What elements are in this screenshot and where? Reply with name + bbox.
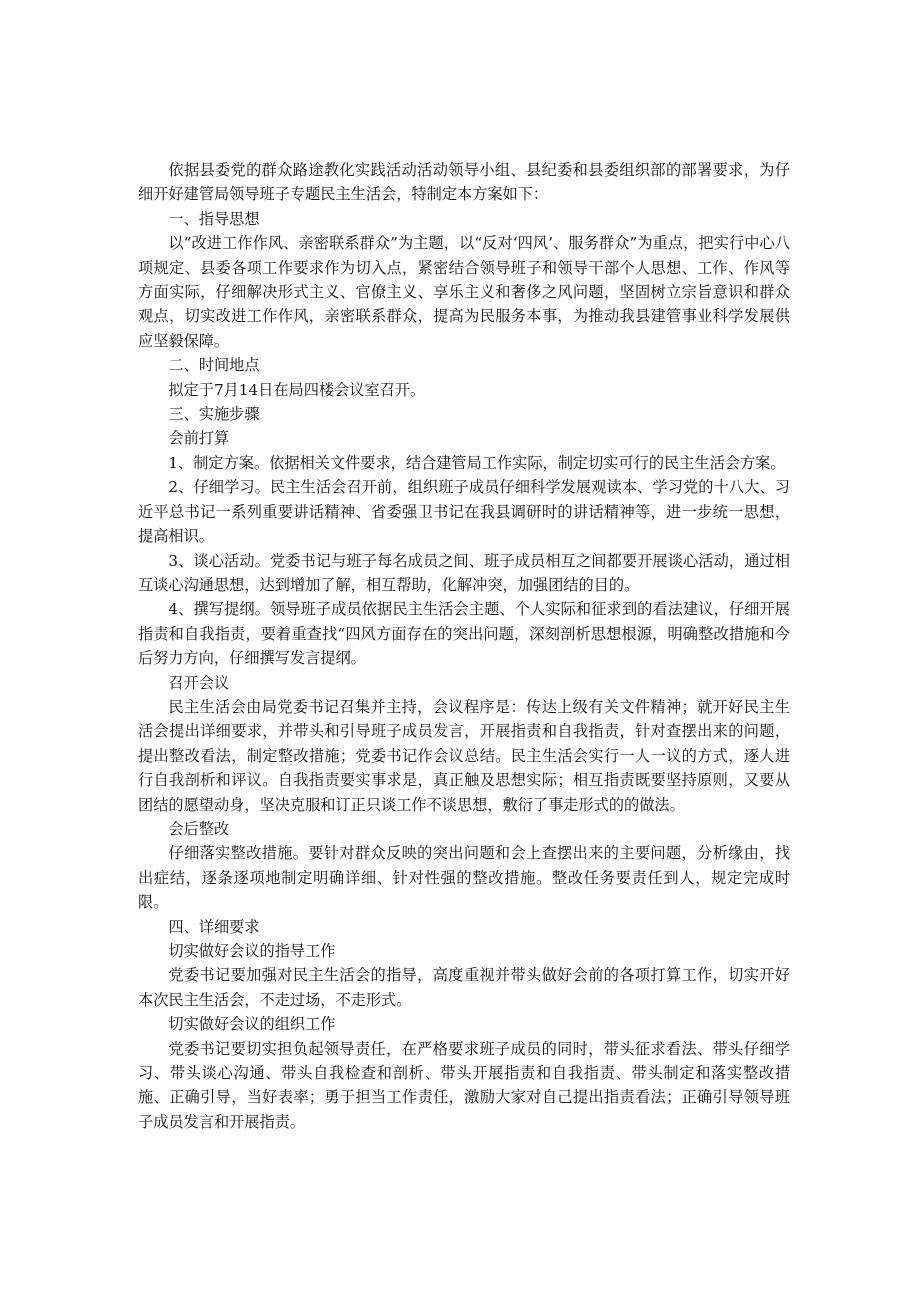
section-heading-requirements: 四、详细要求 bbox=[168, 917, 260, 936]
guidance-paragraph: 党委书记要加强对民主生活会的指导，高度重视并带头做好会前的各项打算工作，切实开好本次民主生活会，不走过场，不走形式。 bbox=[138, 966, 790, 1009]
subheading-meeting: 召开会议 bbox=[168, 673, 230, 692]
step-2-paragraph: 2、仔细学习。民主生活会召开前，组织班子成员仔细科学发展观读本、学习党的十八大、习近平总书记一系列重要讲话精神、省委强卫书记在我县调研时的讲话精神等，进一步统一思想，提高相识。 bbox=[138, 478, 790, 546]
step-4-paragraph: 4、撰写提纲。领导班子成员依据民主生活会主题、个人实际和征求到的看法建议，仔细开展指责和自我指责，要着重查找“四风方面存在的突出问题，深刻剖析思想根源，明确整改措施和今后努力方向，仔细撰写发言提纲。 bbox=[138, 600, 790, 668]
post-meeting-paragraph: 仔细落实整改措施。要针对群众反映的突出问题和会上查摆出来的主要问题，分析缘由，找出症结，逐条逐项地制定明确详细、针对性强的整改措施。整改任务要责任到人，规定完成时限。 bbox=[138, 844, 790, 912]
intro-paragraph: 依据县委党的群众路途教化实践活动活动领导小组、县纪委和县委组织部的部署要求，为仔细开好建管局领导班子专题民主生活会，特制定本方案如下： bbox=[138, 161, 790, 204]
section-heading-time-place: 二、时间地点 bbox=[168, 356, 260, 375]
document-body bbox=[138, 158, 790, 1134]
step-1-paragraph: 1、制定方案。依据相关文件要求，结合建管局工作实际，制定切实可行的民主生活会方案。 bbox=[168, 453, 786, 472]
organization-paragraph: 党委书记要切实担负起领导责任，在严格要求班子成员的同时，带头征求看法、带头仔细学习、带头谈心沟通、带头自我检查和剖析、带头开展指责和自我指责、带头制定和落实整改措施、正确引导，当好表率；勇于担当工作责任，激励大家对自己提出指责看法；正确引导领导班子成员发言和开展指责。 bbox=[138, 1039, 790, 1131]
section-heading-steps: 三、实施步骤 bbox=[168, 405, 260, 424]
time-place-paragraph: 拟定于7月14日在局四楼会议室召开。 bbox=[168, 380, 426, 399]
guiding-thought-paragraph: 以“改进工作作风、亲密联系群众”为主题，以“反对‘四风’、服务群众”为重点，把实行中心八项规定、县委各项工作要求作为切入点，紧密结合领导班子和领导干部个人思想、工作、作风等方面实际，仔细解决形式主义、官僚主义、享乐主义和奢侈之风问题，坚固树立宗旨意识和群众观点，切实改进工作作风，亲密联系群众，提高为民服务本事，为推动我县建管事业科学发展供应坚毅保障。 bbox=[138, 234, 790, 350]
subheading-guidance: 切实做好会议的指导工作 bbox=[168, 942, 336, 960]
step-3-paragraph: 3、谈心活动。党委书记与班子每名成员之间、班子成员相互之间都要开展谈心活动，通过相互谈心沟通思想，达到增加了解，相互帮助，化解冲突，加强团结的目的。 bbox=[138, 551, 790, 594]
subheading-organization: 切实做好会议的组织工作 bbox=[168, 1015, 336, 1034]
meeting-paragraph: 民主生活会由局党委书记召集并主持，会议程序是：传达上级有关文件精神；就开好民主生活会提出详细要求，并带头和引导班子成员发言，开展指责和自我指责，针对查摆出来的问题，提出整改看法，制定整改措施；党委书记作会议总结。民主生活会实行一人一议的方式，逐人进行自我剖析和评议。自我指责要实事求是，真正触及思想实际；相互指责既要坚持原则，又要从团结的愿望动身，坚决克服和订正只谈工作不谈思想，敷衍了事走形式的的做法。 bbox=[138, 697, 790, 814]
subheading-post-meeting: 会后整改 bbox=[168, 819, 230, 838]
subheading-pre-meeting: 会前打算 bbox=[168, 429, 230, 448]
section-heading-guiding-thought: 一、指导思想 bbox=[168, 209, 260, 228]
